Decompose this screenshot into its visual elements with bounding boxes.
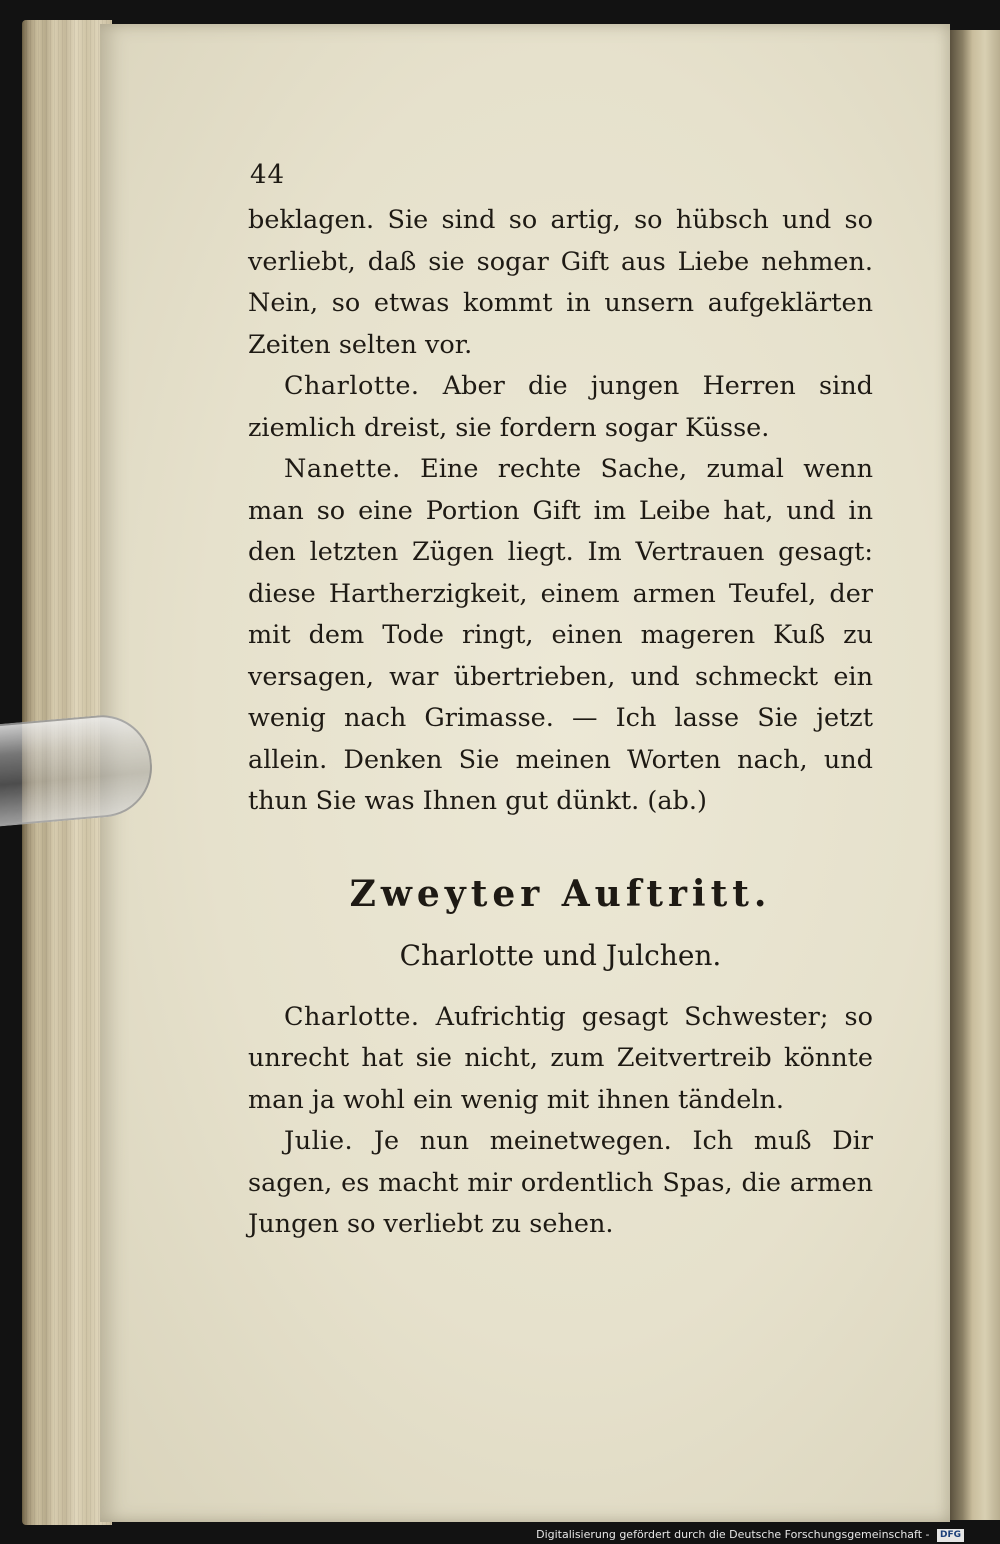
dialogue-text: Aufrichtig gesagt Schwester; so unrecht hat sie nicht, zum Zeitvertreib könnte man ja wohl ein wenig mit ihnen tändeln. xyxy=(248,1001,873,1115)
dialogue-paragraph xyxy=(148,449,873,823)
scene-heading: Zweyter Auftritt. xyxy=(349,872,772,915)
speaker-name: Julie. xyxy=(284,1126,354,1156)
dialogue-paragraph xyxy=(148,366,873,449)
credit-text: Digitalisierung gefördert durch die Deutsche Forschungsgemeinschaft - xyxy=(536,1528,930,1541)
dialogue-paragraph xyxy=(148,1121,873,1246)
dialogue-text: Aber die jungen Herren sind ziemlich dreist, sie fordern sogar Küsse. xyxy=(248,371,873,443)
speaker-name: Charlotte. xyxy=(284,371,420,401)
page-number: 44 xyxy=(250,160,286,190)
page-text-block xyxy=(148,150,873,1246)
dialogue-text: Eine rechte Sache, zumal wenn man so eine Portion Gift im Leibe hat, und in den letzten Zügen liegt. Im Vertrauen gesagt: diese Hartherzigkeit, einem armen Teufel, der mit dem Tode ringt, einen mageren Kuß zu versagen, war übertrieben, und schmeckt ein wenig nach Grimasse. — Ich lasse Sie jetzt allein. Denken Sie meinen Worten nach, und thun Sie was Ihnen gut dünkt. (ab.) xyxy=(248,454,874,816)
scene-cast: Charlotte und Julchen. xyxy=(399,938,722,972)
dialogue-text: Je nun meinetwegen. Ich muß Dir sagen, es macht mir ordentlich Spas, die armen Jungen so verliebt zu sehen. xyxy=(248,1126,873,1239)
speaker-name: Nanette. xyxy=(284,454,401,484)
book-gutter xyxy=(950,30,1000,1520)
paragraph-text: beklagen. Sie sind so artig, so hübsch und so verliebt, daß sie sogar Gift aus Liebe nehmen. Nein, so etwas kommt in unsern aufgeklärten Zeiten selten vor. xyxy=(248,205,873,360)
digitization-credit xyxy=(536,1526,964,1544)
dialogue-paragraph xyxy=(148,997,873,1122)
dfg-logo: DFG xyxy=(937,1529,964,1542)
paragraph-continued xyxy=(148,200,873,366)
speaker-name: Charlotte. xyxy=(284,1001,420,1032)
